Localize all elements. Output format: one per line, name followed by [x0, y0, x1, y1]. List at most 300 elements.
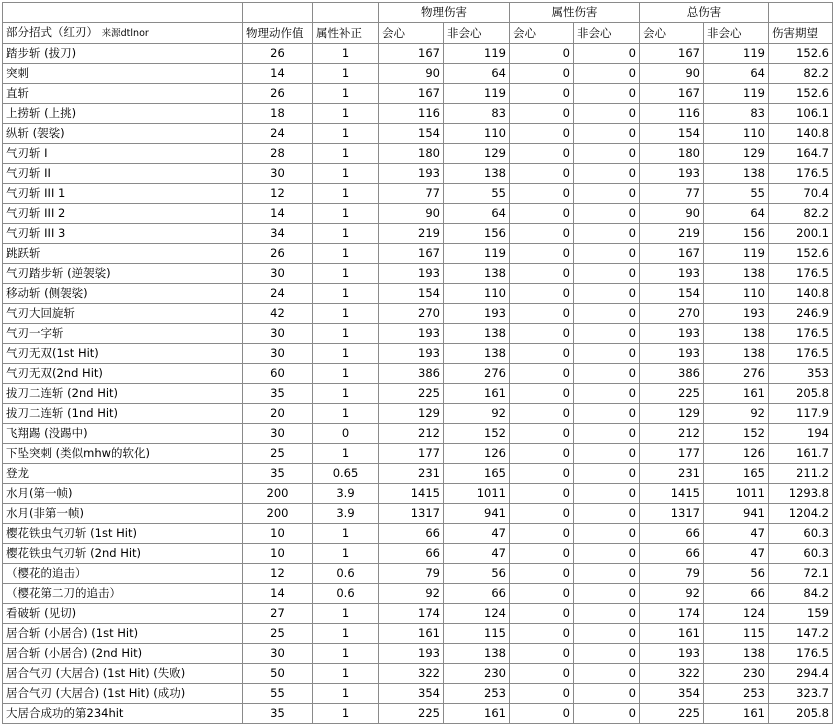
cell-total-noncrit[interactable]: 138	[704, 644, 769, 664]
cell-motion-value[interactable]: 27	[243, 604, 313, 624]
cell-expected-damage[interactable]: 60.3	[769, 524, 833, 544]
cell-phys-crit[interactable]: 90	[379, 204, 444, 224]
cell-expected-damage[interactable]: 82.2	[769, 204, 833, 224]
cell-total-crit[interactable]: 90	[640, 204, 704, 224]
cell-total-crit[interactable]: 354	[640, 684, 704, 704]
header-cell[interactable]	[3, 3, 243, 23]
cell-phys-crit[interactable]: 92	[379, 584, 444, 604]
cell-motion-value[interactable]: 34	[243, 224, 313, 244]
cell-total-noncrit[interactable]: 55	[704, 184, 769, 204]
cell-phys-noncrit[interactable]: 110	[444, 124, 510, 144]
cell-element-mod[interactable]: 3.9	[313, 504, 379, 524]
cell-elem-noncrit[interactable]: 0	[574, 664, 640, 684]
cell-element-mod[interactable]: 1	[313, 344, 379, 364]
cell-phys-noncrit[interactable]: 47	[444, 544, 510, 564]
cell-elem-crit[interactable]: 0	[510, 184, 574, 204]
cell-phys-crit[interactable]: 90	[379, 64, 444, 84]
cell-elem-noncrit[interactable]: 0	[574, 604, 640, 624]
header-cell[interactable]	[313, 3, 379, 23]
cell-element-mod[interactable]: 1	[313, 664, 379, 684]
cell-move-name[interactable]: 直斩	[3, 84, 243, 104]
header-total-damage[interactable]: 总伤害	[640, 3, 769, 23]
cell-phys-crit[interactable]: 193	[379, 324, 444, 344]
cell-elem-crit[interactable]: 0	[510, 604, 574, 624]
cell-elem-noncrit[interactable]: 0	[574, 364, 640, 384]
cell-motion-value[interactable]: 18	[243, 104, 313, 124]
cell-total-noncrit[interactable]: 66	[704, 584, 769, 604]
cell-motion-value[interactable]: 25	[243, 444, 313, 464]
cell-phys-noncrit[interactable]: 165	[444, 464, 510, 484]
cell-phys-crit[interactable]: 212	[379, 424, 444, 444]
cell-phys-noncrit[interactable]: 230	[444, 664, 510, 684]
cell-motion-value[interactable]: 25	[243, 624, 313, 644]
cell-element-mod[interactable]: 1	[313, 404, 379, 424]
cell-motion-value[interactable]: 30	[243, 264, 313, 284]
cell-move-name[interactable]: 气刃斩 III 3	[3, 224, 243, 244]
cell-motion-value[interactable]: 35	[243, 704, 313, 724]
cell-move-name[interactable]: 看破斩 (见切)	[3, 604, 243, 624]
cell-total-noncrit[interactable]: 47	[704, 524, 769, 544]
cell-expected-damage[interactable]: 176.5	[769, 324, 833, 344]
cell-phys-noncrit[interactable]: 138	[444, 344, 510, 364]
header-phys-noncrit[interactable]: 非会心	[444, 23, 510, 44]
cell-elem-crit[interactable]: 0	[510, 444, 574, 464]
cell-phys-crit[interactable]: 193	[379, 644, 444, 664]
cell-move-name[interactable]: 气刃斩 III 1	[3, 184, 243, 204]
cell-elem-noncrit[interactable]: 0	[574, 484, 640, 504]
cell-element-mod[interactable]: 1	[313, 224, 379, 244]
cell-elem-noncrit[interactable]: 0	[574, 144, 640, 164]
cell-total-noncrit[interactable]: 276	[704, 364, 769, 384]
header-move-title[interactable]	[3, 23, 243, 44]
cell-phys-crit[interactable]: 225	[379, 704, 444, 724]
cell-elem-crit[interactable]: 0	[510, 464, 574, 484]
cell-phys-noncrit[interactable]: 56	[444, 564, 510, 584]
cell-expected-damage[interactable]: 353	[769, 364, 833, 384]
cell-total-noncrit[interactable]: 129	[704, 144, 769, 164]
cell-elem-crit[interactable]: 0	[510, 644, 574, 664]
cell-move-name[interactable]: （樱花第二刀的追击）	[3, 584, 243, 604]
cell-elem-noncrit[interactable]: 0	[574, 624, 640, 644]
cell-total-noncrit[interactable]: 56	[704, 564, 769, 584]
cell-move-name[interactable]: （樱花的追击）	[3, 564, 243, 584]
cell-move-name[interactable]: 上捞斩 (上挑)	[3, 104, 243, 124]
cell-elem-crit[interactable]: 0	[510, 484, 574, 504]
cell-phys-crit[interactable]: 225	[379, 384, 444, 404]
cell-expected-damage[interactable]: 147.2	[769, 624, 833, 644]
cell-motion-value[interactable]: 28	[243, 144, 313, 164]
cell-elem-noncrit[interactable]: 0	[574, 424, 640, 444]
cell-elem-noncrit[interactable]: 0	[574, 684, 640, 704]
cell-phys-crit[interactable]: 66	[379, 524, 444, 544]
cell-total-crit[interactable]: 116	[640, 104, 704, 124]
cell-phys-crit[interactable]: 193	[379, 164, 444, 184]
cell-expected-damage[interactable]: 176.5	[769, 264, 833, 284]
cell-elem-crit[interactable]: 0	[510, 284, 574, 304]
header-motion-value[interactable]: 物理动作值	[243, 23, 313, 44]
cell-phys-noncrit[interactable]: 138	[444, 644, 510, 664]
header-total-noncrit[interactable]: 非会心	[704, 23, 769, 44]
cell-element-mod[interactable]: 1	[313, 164, 379, 184]
cell-total-noncrit[interactable]: 83	[704, 104, 769, 124]
cell-expected-damage[interactable]: 152.6	[769, 244, 833, 264]
cell-total-crit[interactable]: 193	[640, 344, 704, 364]
cell-elem-noncrit[interactable]: 0	[574, 164, 640, 184]
cell-total-noncrit[interactable]: 64	[704, 64, 769, 84]
cell-phys-noncrit[interactable]: 161	[444, 384, 510, 404]
header-element-mod[interactable]: 属性补正	[313, 23, 379, 44]
cell-phys-crit[interactable]: 193	[379, 344, 444, 364]
cell-elem-noncrit[interactable]: 0	[574, 264, 640, 284]
cell-expected-damage[interactable]: 1293.8	[769, 484, 833, 504]
cell-total-crit[interactable]: 193	[640, 264, 704, 284]
cell-move-name[interactable]: 突刺	[3, 64, 243, 84]
cell-move-name[interactable]: 居合气刃 (大居合) (1st Hit) (成功)	[3, 684, 243, 704]
cell-elem-crit[interactable]: 0	[510, 624, 574, 644]
cell-element-mod[interactable]: 0.6	[313, 584, 379, 604]
cell-motion-value[interactable]: 30	[243, 324, 313, 344]
cell-motion-value[interactable]: 14	[243, 204, 313, 224]
cell-phys-noncrit[interactable]: 138	[444, 164, 510, 184]
cell-expected-damage[interactable]: 106.1	[769, 104, 833, 124]
cell-expected-damage[interactable]: 82.2	[769, 64, 833, 84]
cell-total-noncrit[interactable]: 941	[704, 504, 769, 524]
cell-total-noncrit[interactable]: 47	[704, 544, 769, 564]
cell-phys-crit[interactable]: 161	[379, 624, 444, 644]
cell-elem-crit[interactable]: 0	[510, 164, 574, 184]
cell-phys-noncrit[interactable]: 138	[444, 324, 510, 344]
cell-expected-damage[interactable]: 323.7	[769, 684, 833, 704]
cell-total-crit[interactable]: 386	[640, 364, 704, 384]
cell-move-name[interactable]: 拔刀二连斩 (1nd Hit)	[3, 404, 243, 424]
cell-phys-noncrit[interactable]: 156	[444, 224, 510, 244]
cell-move-name[interactable]: 纵斩 (袈裟)	[3, 124, 243, 144]
header-cell[interactable]	[769, 3, 833, 23]
cell-motion-value[interactable]: 35	[243, 464, 313, 484]
cell-total-noncrit[interactable]: 124	[704, 604, 769, 624]
cell-total-noncrit[interactable]: 138	[704, 164, 769, 184]
cell-elem-crit[interactable]: 0	[510, 224, 574, 244]
cell-elem-crit[interactable]: 0	[510, 64, 574, 84]
cell-element-mod[interactable]: 1	[313, 384, 379, 404]
cell-element-mod[interactable]: 1	[313, 684, 379, 704]
cell-motion-value[interactable]: 24	[243, 284, 313, 304]
cell-phys-crit[interactable]: 231	[379, 464, 444, 484]
cell-phys-crit[interactable]: 154	[379, 124, 444, 144]
cell-elem-noncrit[interactable]: 0	[574, 304, 640, 324]
cell-elem-noncrit[interactable]: 0	[574, 504, 640, 524]
cell-total-noncrit[interactable]: 156	[704, 224, 769, 244]
cell-expected-damage[interactable]: 161.7	[769, 444, 833, 464]
cell-motion-value[interactable]: 50	[243, 664, 313, 684]
cell-elem-crit[interactable]: 0	[510, 404, 574, 424]
cell-total-crit[interactable]: 177	[640, 444, 704, 464]
cell-phys-crit[interactable]: 354	[379, 684, 444, 704]
header-elem-crit[interactable]: 会心	[510, 23, 574, 44]
cell-elem-noncrit[interactable]: 0	[574, 104, 640, 124]
cell-total-noncrit[interactable]: 161	[704, 384, 769, 404]
cell-phys-crit[interactable]: 386	[379, 364, 444, 384]
cell-elem-noncrit[interactable]: 0	[574, 84, 640, 104]
cell-phys-noncrit[interactable]: 276	[444, 364, 510, 384]
cell-move-name[interactable]: 气刃无双(1st Hit)	[3, 344, 243, 364]
cell-expected-damage[interactable]: 211.2	[769, 464, 833, 484]
cell-elem-crit[interactable]: 0	[510, 584, 574, 604]
cell-phys-crit[interactable]: 79	[379, 564, 444, 584]
cell-phys-noncrit[interactable]: 941	[444, 504, 510, 524]
cell-total-noncrit[interactable]: 152	[704, 424, 769, 444]
cell-expected-damage[interactable]: 176.5	[769, 164, 833, 184]
cell-elem-noncrit[interactable]: 0	[574, 564, 640, 584]
cell-phys-noncrit[interactable]: 119	[444, 44, 510, 64]
cell-phys-noncrit[interactable]: 152	[444, 424, 510, 444]
cell-move-name[interactable]: 气刃踏步斩 (逆袈裟)	[3, 264, 243, 284]
cell-elem-crit[interactable]: 0	[510, 304, 574, 324]
cell-phys-noncrit[interactable]: 47	[444, 524, 510, 544]
cell-total-noncrit[interactable]: 138	[704, 344, 769, 364]
cell-motion-value[interactable]: 42	[243, 304, 313, 324]
header-element-damage[interactable]: 属性伤害	[510, 3, 640, 23]
cell-element-mod[interactable]: 1	[313, 64, 379, 84]
cell-total-noncrit[interactable]: 92	[704, 404, 769, 424]
cell-move-name[interactable]: 水月(第一帧)	[3, 484, 243, 504]
cell-total-noncrit[interactable]: 230	[704, 664, 769, 684]
cell-elem-noncrit[interactable]: 0	[574, 204, 640, 224]
cell-elem-noncrit[interactable]: 0	[574, 124, 640, 144]
cell-elem-crit[interactable]: 0	[510, 44, 574, 64]
cell-total-crit[interactable]: 231	[640, 464, 704, 484]
cell-phys-noncrit[interactable]: 161	[444, 704, 510, 724]
cell-elem-noncrit[interactable]: 0	[574, 584, 640, 604]
cell-expected-damage[interactable]: 294.4	[769, 664, 833, 684]
cell-element-mod[interactable]: 1	[313, 604, 379, 624]
cell-total-noncrit[interactable]: 193	[704, 304, 769, 324]
cell-elem-noncrit[interactable]: 0	[574, 544, 640, 564]
cell-total-crit[interactable]: 1317	[640, 504, 704, 524]
cell-move-name[interactable]: 移动斩 (侧袈裟)	[3, 284, 243, 304]
cell-elem-crit[interactable]: 0	[510, 244, 574, 264]
cell-element-mod[interactable]: 1	[313, 204, 379, 224]
cell-phys-noncrit[interactable]: 115	[444, 624, 510, 644]
cell-phys-crit[interactable]: 193	[379, 264, 444, 284]
header-phys-crit[interactable]: 会心	[379, 23, 444, 44]
cell-motion-value[interactable]: 200	[243, 484, 313, 504]
cell-phys-noncrit[interactable]: 138	[444, 264, 510, 284]
cell-move-name[interactable]: 大居合成功的第234hit	[3, 704, 243, 724]
cell-elem-crit[interactable]: 0	[510, 664, 574, 684]
cell-elem-noncrit[interactable]: 0	[574, 384, 640, 404]
cell-element-mod[interactable]: 1	[313, 264, 379, 284]
cell-elem-noncrit[interactable]: 0	[574, 244, 640, 264]
cell-elem-crit[interactable]: 0	[510, 384, 574, 404]
cell-move-name[interactable]: 居合气刃 (大居合) (1st Hit) (失败)	[3, 664, 243, 684]
cell-total-noncrit[interactable]: 110	[704, 124, 769, 144]
cell-elem-noncrit[interactable]: 0	[574, 344, 640, 364]
cell-element-mod[interactable]: 1	[313, 704, 379, 724]
cell-phys-noncrit[interactable]: 193	[444, 304, 510, 324]
cell-total-crit[interactable]: 167	[640, 84, 704, 104]
cell-total-crit[interactable]: 193	[640, 644, 704, 664]
cell-motion-value[interactable]: 35	[243, 384, 313, 404]
header-cell[interactable]	[243, 3, 313, 23]
cell-expected-damage[interactable]: 194	[769, 424, 833, 444]
header-total-crit[interactable]: 会心	[640, 23, 704, 44]
cell-elem-noncrit[interactable]: 0	[574, 64, 640, 84]
cell-expected-damage[interactable]: 205.8	[769, 384, 833, 404]
cell-total-crit[interactable]: 1415	[640, 484, 704, 504]
cell-move-name[interactable]: 居合斩 (小居合) (1st Hit)	[3, 624, 243, 644]
cell-move-name[interactable]: 气刃无双(2nd Hit)	[3, 364, 243, 384]
cell-total-crit[interactable]: 154	[640, 284, 704, 304]
cell-motion-value[interactable]: 30	[243, 644, 313, 664]
cell-elem-crit[interactable]: 0	[510, 684, 574, 704]
cell-element-mod[interactable]: 0.6	[313, 564, 379, 584]
cell-elem-crit[interactable]: 0	[510, 84, 574, 104]
cell-phys-noncrit[interactable]: 129	[444, 144, 510, 164]
cell-total-crit[interactable]: 90	[640, 64, 704, 84]
cell-total-crit[interactable]: 92	[640, 584, 704, 604]
cell-elem-noncrit[interactable]: 0	[574, 404, 640, 424]
cell-motion-value[interactable]: 12	[243, 564, 313, 584]
cell-motion-value[interactable]: 30	[243, 344, 313, 364]
cell-total-noncrit[interactable]: 161	[704, 704, 769, 724]
cell-elem-noncrit[interactable]: 0	[574, 224, 640, 244]
cell-phys-crit[interactable]: 129	[379, 404, 444, 424]
cell-elem-crit[interactable]: 0	[510, 544, 574, 564]
cell-elem-noncrit[interactable]: 0	[574, 324, 640, 344]
cell-total-noncrit[interactable]: 1011	[704, 484, 769, 504]
cell-total-crit[interactable]: 193	[640, 164, 704, 184]
cell-total-crit[interactable]: 225	[640, 384, 704, 404]
cell-phys-noncrit[interactable]: 66	[444, 584, 510, 604]
cell-expected-damage[interactable]: 1204.2	[769, 504, 833, 524]
cell-move-name[interactable]: 气刃大回旋斩	[3, 304, 243, 324]
cell-elem-crit[interactable]: 0	[510, 524, 574, 544]
cell-elem-crit[interactable]: 0	[510, 124, 574, 144]
cell-element-mod[interactable]: 1	[313, 144, 379, 164]
cell-total-crit[interactable]: 79	[640, 564, 704, 584]
cell-phys-noncrit[interactable]: 64	[444, 64, 510, 84]
header-physical-damage[interactable]: 物理伤害	[379, 3, 510, 23]
header-expected-damage[interactable]: 伤害期望	[769, 23, 833, 44]
cell-elem-crit[interactable]: 0	[510, 424, 574, 444]
cell-phys-crit[interactable]: 1415	[379, 484, 444, 504]
cell-motion-value[interactable]: 12	[243, 184, 313, 204]
cell-move-name[interactable]: 樱花铁虫气刃斩 (1st Hit)	[3, 524, 243, 544]
cell-element-mod[interactable]: 1	[313, 104, 379, 124]
cell-expected-damage[interactable]: 117.9	[769, 404, 833, 424]
cell-move-name[interactable]: 气刃一字斩	[3, 324, 243, 344]
cell-move-name[interactable]: 气刃斩 III 2	[3, 204, 243, 224]
cell-element-mod[interactable]: 1	[313, 624, 379, 644]
cell-expected-damage[interactable]: 152.6	[769, 84, 833, 104]
cell-elem-crit[interactable]: 0	[510, 704, 574, 724]
cell-motion-value[interactable]: 20	[243, 404, 313, 424]
header-elem-noncrit[interactable]: 非会心	[574, 23, 640, 44]
cell-phys-crit[interactable]: 167	[379, 84, 444, 104]
cell-element-mod[interactable]: 1	[313, 44, 379, 64]
cell-elem-crit[interactable]: 0	[510, 504, 574, 524]
cell-motion-value[interactable]: 24	[243, 124, 313, 144]
cell-move-name[interactable]: 气刃斩 II	[3, 164, 243, 184]
cell-phys-crit[interactable]: 154	[379, 284, 444, 304]
cell-elem-noncrit[interactable]: 0	[574, 524, 640, 544]
cell-total-noncrit[interactable]: 253	[704, 684, 769, 704]
cell-motion-value[interactable]: 60	[243, 364, 313, 384]
cell-motion-value[interactable]: 55	[243, 684, 313, 704]
cell-total-crit[interactable]: 161	[640, 624, 704, 644]
cell-elem-noncrit[interactable]: 0	[574, 644, 640, 664]
cell-phys-crit[interactable]: 167	[379, 244, 444, 264]
cell-total-crit[interactable]: 219	[640, 224, 704, 244]
cell-total-crit[interactable]: 212	[640, 424, 704, 444]
cell-element-mod[interactable]: 1	[313, 524, 379, 544]
cell-element-mod[interactable]: 1	[313, 444, 379, 464]
cell-element-mod[interactable]: 1	[313, 544, 379, 564]
cell-phys-noncrit[interactable]: 119	[444, 244, 510, 264]
cell-total-crit[interactable]: 167	[640, 244, 704, 264]
cell-elem-crit[interactable]: 0	[510, 324, 574, 344]
cell-total-crit[interactable]: 66	[640, 524, 704, 544]
cell-elem-crit[interactable]: 0	[510, 364, 574, 384]
cell-move-name[interactable]: 居合斩 (小居合) (2nd Hit)	[3, 644, 243, 664]
cell-phys-crit[interactable]: 219	[379, 224, 444, 244]
cell-motion-value[interactable]: 30	[243, 424, 313, 444]
cell-total-noncrit[interactable]: 138	[704, 324, 769, 344]
cell-element-mod[interactable]: 1	[313, 184, 379, 204]
cell-expected-damage[interactable]: 200.1	[769, 224, 833, 244]
cell-elem-noncrit[interactable]: 0	[574, 704, 640, 724]
cell-total-crit[interactable]: 77	[640, 184, 704, 204]
cell-total-crit[interactable]: 167	[640, 44, 704, 64]
cell-expected-damage[interactable]: 159	[769, 604, 833, 624]
cell-phys-noncrit[interactable]: 92	[444, 404, 510, 424]
cell-motion-value[interactable]: 14	[243, 64, 313, 84]
cell-element-mod[interactable]: 3.9	[313, 484, 379, 504]
cell-motion-value[interactable]: 10	[243, 524, 313, 544]
cell-phys-crit[interactable]: 177	[379, 444, 444, 464]
cell-element-mod[interactable]: 1	[313, 364, 379, 384]
cell-element-mod[interactable]: 1	[313, 324, 379, 344]
cell-move-name[interactable]: 樱花铁虫气刃斩 (2nd Hit)	[3, 544, 243, 564]
cell-phys-noncrit[interactable]: 83	[444, 104, 510, 124]
cell-phys-crit[interactable]: 322	[379, 664, 444, 684]
cell-move-name[interactable]: 跳跃斩	[3, 244, 243, 264]
cell-elem-crit[interactable]: 0	[510, 264, 574, 284]
cell-expected-damage[interactable]: 176.5	[769, 344, 833, 364]
cell-element-mod[interactable]: 1	[313, 644, 379, 664]
cell-elem-crit[interactable]: 0	[510, 344, 574, 364]
cell-elem-noncrit[interactable]: 0	[574, 44, 640, 64]
cell-total-crit[interactable]: 193	[640, 324, 704, 344]
cell-total-noncrit[interactable]: 126	[704, 444, 769, 464]
cell-total-crit[interactable]: 225	[640, 704, 704, 724]
cell-element-mod[interactable]: 1	[313, 284, 379, 304]
cell-expected-damage[interactable]: 176.5	[769, 644, 833, 664]
cell-elem-noncrit[interactable]: 0	[574, 464, 640, 484]
cell-element-mod[interactable]: 1	[313, 84, 379, 104]
cell-elem-crit[interactable]: 0	[510, 144, 574, 164]
cell-total-crit[interactable]: 66	[640, 544, 704, 564]
cell-expected-damage[interactable]: 70.4	[769, 184, 833, 204]
cell-element-mod[interactable]: 0	[313, 424, 379, 444]
cell-phys-noncrit[interactable]: 64	[444, 204, 510, 224]
cell-total-noncrit[interactable]: 115	[704, 624, 769, 644]
cell-motion-value[interactable]: 10	[243, 544, 313, 564]
cell-total-noncrit[interactable]: 119	[704, 44, 769, 64]
cell-move-name[interactable]: 踏步斩 (拔刀)	[3, 44, 243, 64]
cell-elem-noncrit[interactable]: 0	[574, 184, 640, 204]
